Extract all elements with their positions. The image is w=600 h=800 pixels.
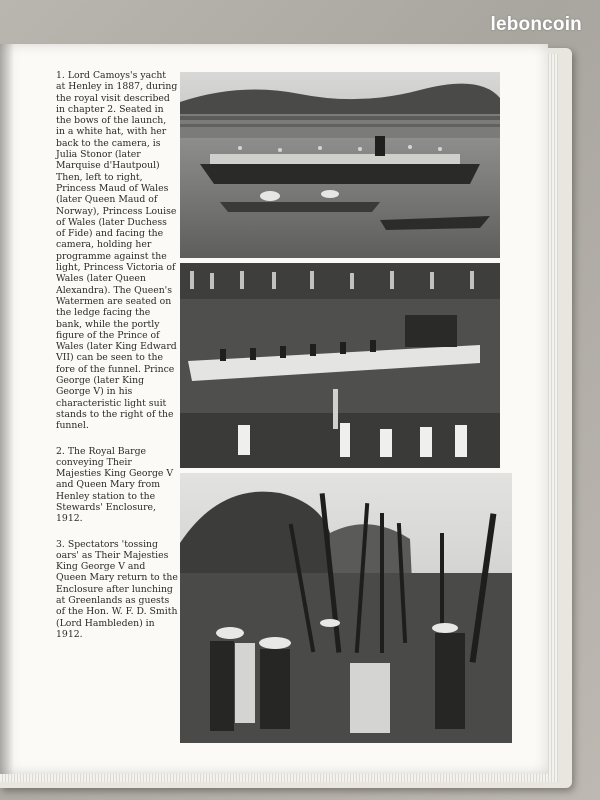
photo-royal-barge-1912 (180, 263, 500, 468)
leboncoin-watermark: leboncoin (490, 14, 582, 35)
caption-1: 1. Lord Camoys's yacht at Henley in 1887, during the royal visit described in chapter 2. Seated in the bows of the launch, in a white hat, with her back to the camera, is Julia Stonor (later Marquise d'Hautpoul) Then, left to right, Princess Maud of Wales (later Queen Maud of Norway), Princess Louise of Wales (later Duchess of Fide) and facing the camera, holding her programme against the light, Princess Victoria of Wales (later Queen Alexandra). The Queen's Watermen are seated on the ledge facing the bank, while the portly figure of the Prince of Wales (later King Edward VII) can be seen to the fore of the funnel. Prince George (later King George V) in his characteristic light suit stands to the right of the funnel. (56, 70, 178, 432)
photo-tossing-oars-1912 (180, 473, 512, 743)
caption-column (56, 70, 178, 654)
caption-2: 2. The Royal Barge conveying Their Majesties King George V and Queen Mary from Henley station to the Stewards' Enclosure, 1912. (56, 445, 174, 525)
photo-royal-yacht-1887 (180, 72, 500, 258)
caption-3: 3. Spectators 'tossing oars' as Their Majesties King George V and Queen Mary return to the Enclosure after lunching at Greenlands as guests of the Hon. W. F. D. Smith (Lord Hambleden) in 1912. (56, 538, 178, 640)
spine-shadow (0, 44, 14, 774)
